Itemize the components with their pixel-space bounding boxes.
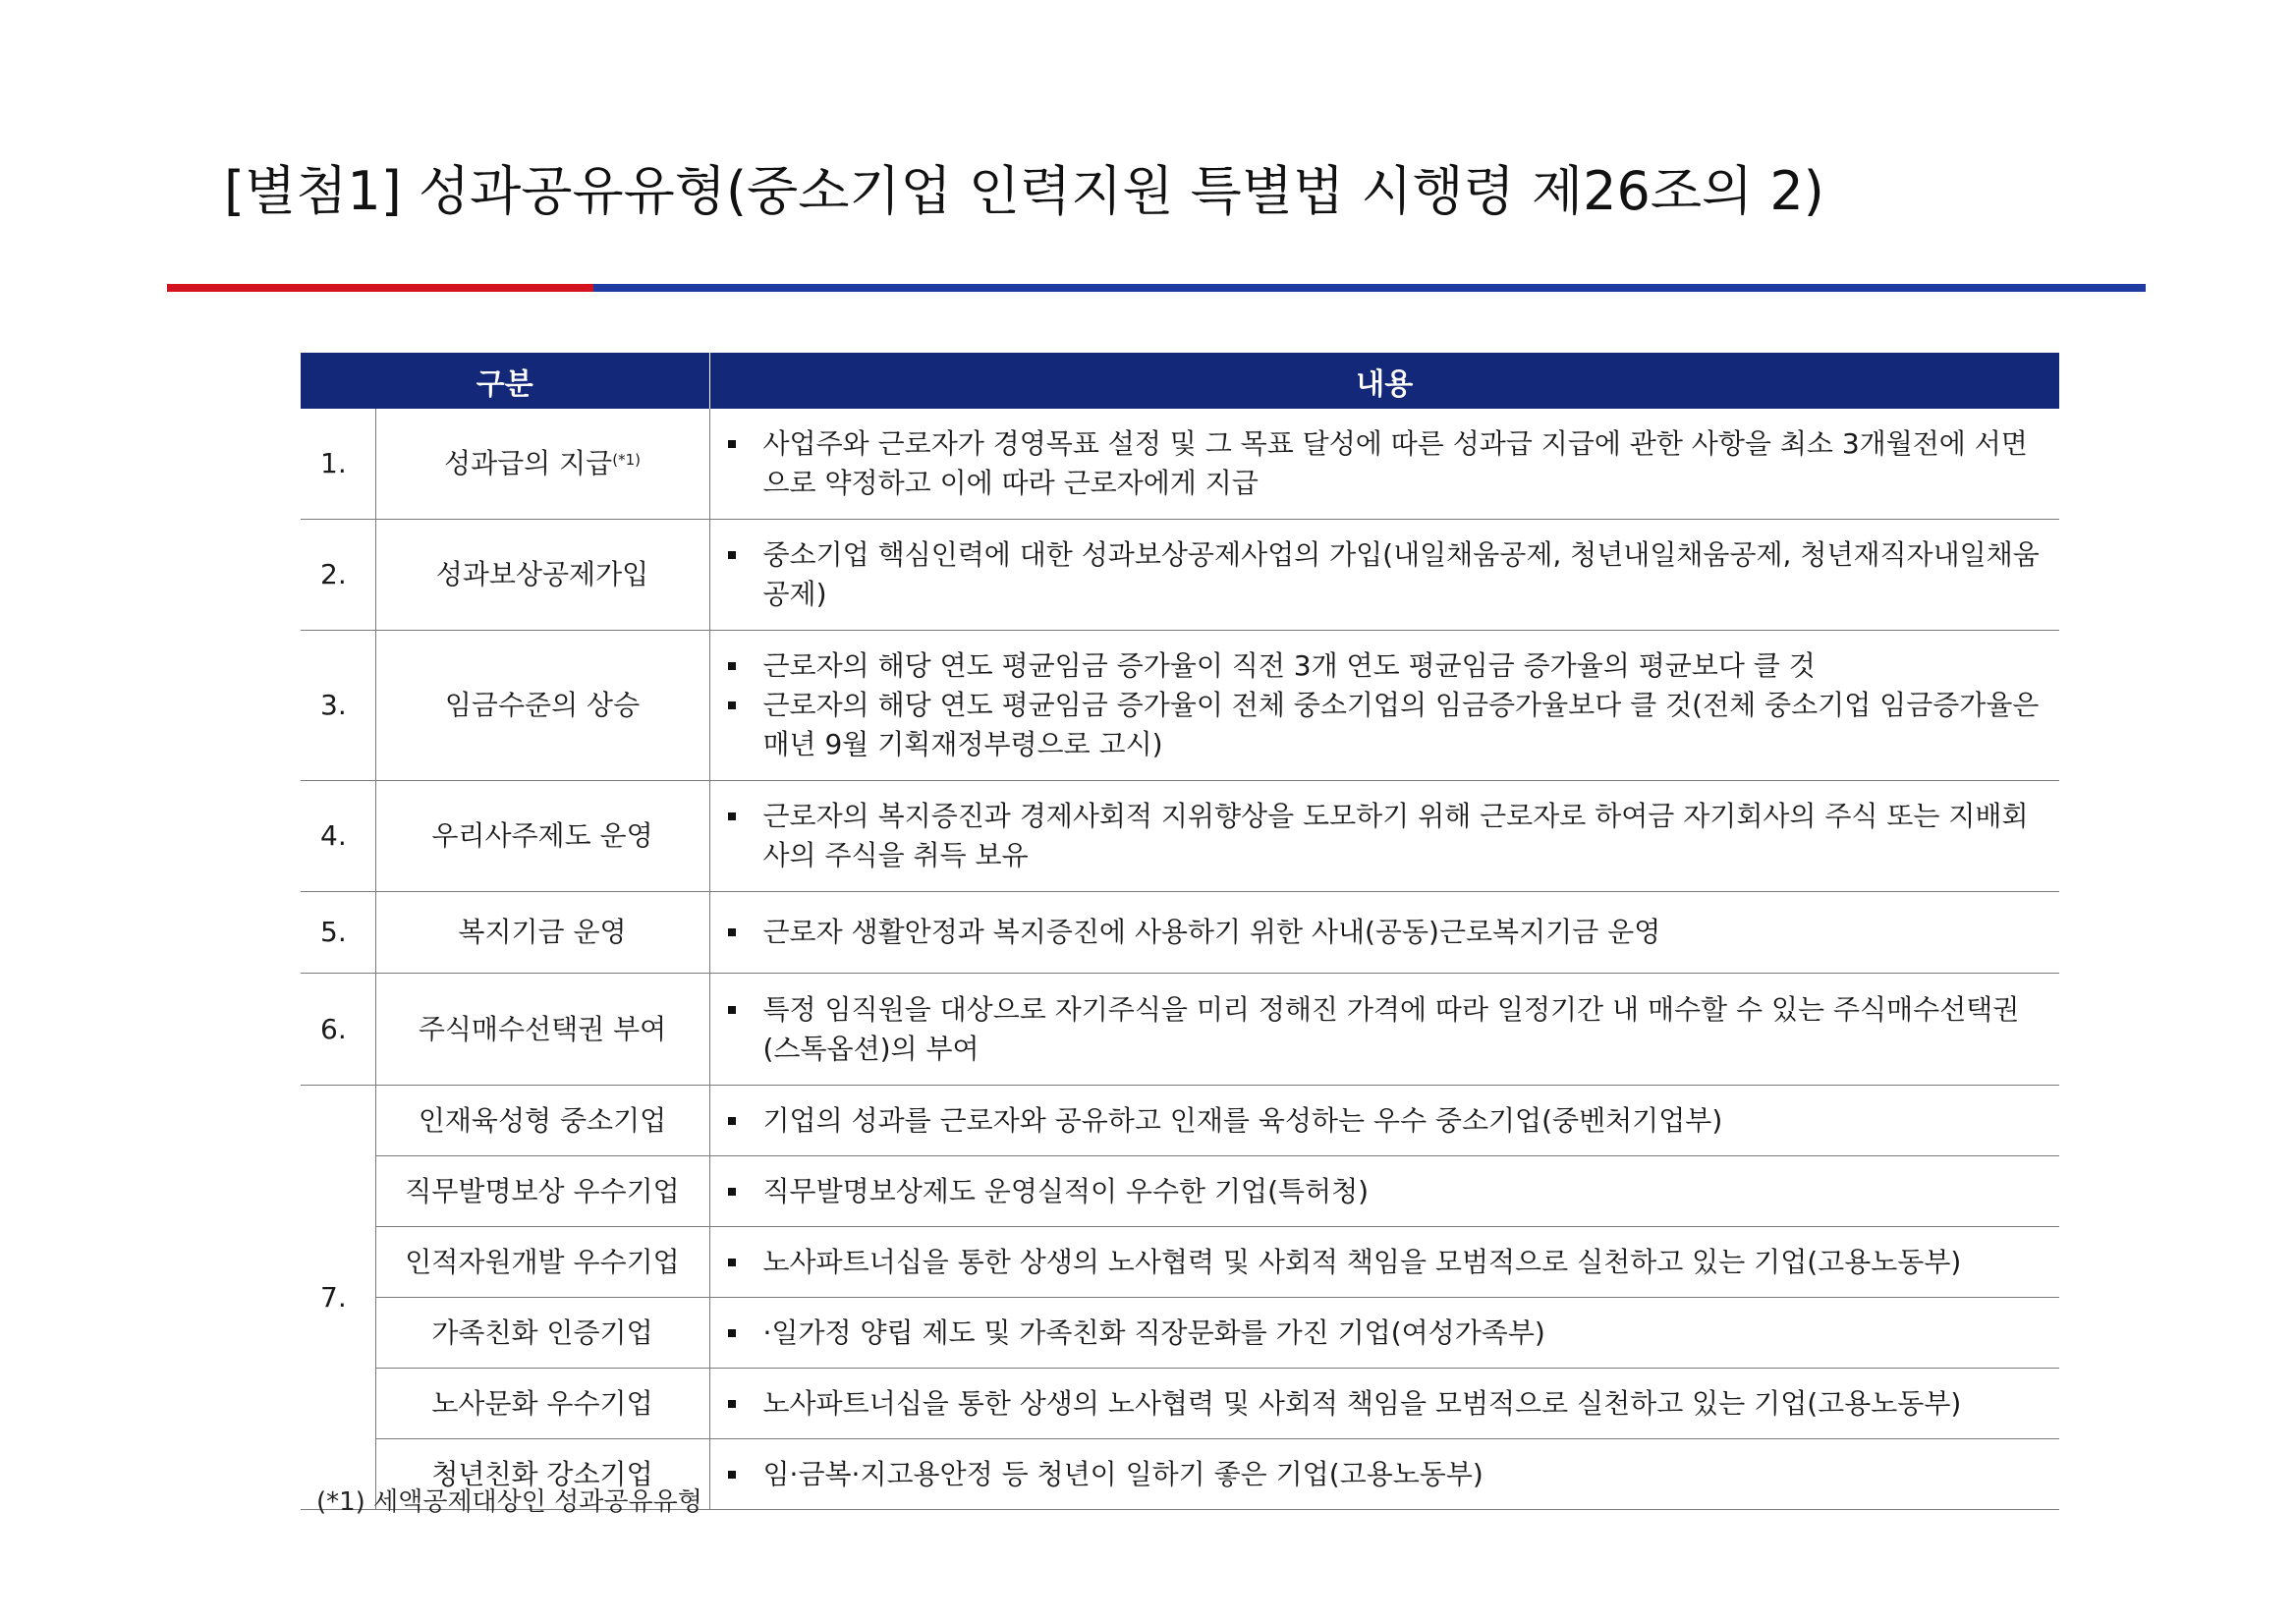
row-content bbox=[709, 631, 2059, 781]
title-rule-blue bbox=[593, 284, 2146, 292]
header-category: 구분 bbox=[301, 353, 709, 409]
row-content bbox=[709, 1298, 2059, 1369]
row-content bbox=[709, 974, 2059, 1086]
row-category: 주식매수선택권 부여 bbox=[375, 974, 709, 1086]
row-content bbox=[709, 1369, 2059, 1439]
row-category: 우리사주제도 운영 bbox=[375, 781, 709, 892]
row-category bbox=[375, 409, 709, 520]
bullet-item: 근로자의 해당 연도 평균임금 증가율이 전체 중소기업의 임금증가율보다 클 것(전체 중소기업 임금증가율은 매년 9월 기획재정부령으로 고시) bbox=[724, 686, 2041, 764]
table-header-row bbox=[301, 353, 2059, 409]
bullet-item: 기업의 성과를 근로자와 공유하고 인재를 육성하는 우수 중소기업(중벤처기업부) bbox=[724, 1101, 2041, 1141]
row-category-label: 성과급의 지급 bbox=[444, 447, 613, 479]
bullet-item: ·일가정 양립 제도 및 가족친화 직장문화를 가진 기업(여성가족부) bbox=[724, 1314, 2041, 1353]
table-row bbox=[301, 1156, 2059, 1227]
row-content bbox=[709, 1439, 2059, 1510]
row-category: 복지기금 운영 bbox=[375, 892, 709, 974]
row-number: 5. bbox=[301, 892, 375, 974]
row-number: 3. bbox=[301, 631, 375, 781]
row-category: 인적자원개발 우수기업 bbox=[375, 1227, 709, 1298]
row-content bbox=[709, 409, 2059, 520]
row-category: 인재육성형 중소기업 bbox=[375, 1086, 709, 1156]
bullet-item: 근로자 생활안정과 복지증진에 사용하기 위한 사내(공동)근로복지기금 운영 bbox=[724, 913, 2041, 952]
row-content bbox=[709, 1227, 2059, 1298]
row-category: 임금수준의 상승 bbox=[375, 631, 709, 781]
bullet-item: 임·금복·지고용안정 등 청년이 일하기 좋은 기업(고용노동부) bbox=[724, 1455, 2041, 1494]
page-title: [별첨1] 성과공유유형(중소기업 인력지원 특별법 시행령 제26조의 2) bbox=[224, 160, 1824, 222]
bullet-item: 노사파트너십을 통한 상생의 노사협력 및 사회적 책임을 모범적으로 실천하고 있는 기업(고용노동부) bbox=[724, 1384, 2041, 1424]
row-category: 노사문화 우수기업 bbox=[375, 1369, 709, 1439]
bullet-item: 사업주와 근로자가 경영목표 설정 및 그 목표 달성에 따른 성과급 지급에 관한 사항을 최소 3개월전에 서면으로 약정하고 이에 따라 근로자에게 지급 bbox=[724, 424, 2041, 503]
bullet-item: 근로자의 복지증진과 경제사회적 지위향상을 도모하기 위해 근로자로 하여금 자기회사의 주식 또는 지배회사의 주식을 취득 보유 bbox=[724, 797, 2041, 875]
row-content bbox=[709, 892, 2059, 974]
table-row bbox=[301, 520, 2059, 631]
table-row bbox=[301, 409, 2059, 520]
bullet-item: 노사파트너십을 통한 상생의 노사협력 및 사회적 책임을 모범적으로 실천하고 있는 기업(고용노동부) bbox=[724, 1243, 2041, 1282]
table-row bbox=[301, 1369, 2059, 1439]
bullet-item: 특정 임직원을 대상으로 자기주식을 미리 정해진 가격에 따라 일정기간 내 매수할 수 있는 주식매수선택권(스톡옵션)의 부여 bbox=[724, 990, 2041, 1069]
row-category: 청년친화 강소기업 bbox=[375, 1439, 709, 1510]
table-row bbox=[301, 631, 2059, 781]
row-number: 2. bbox=[301, 520, 375, 631]
bullet-item: 직무발명보상제도 운영실적이 우수한 기업(특허청) bbox=[724, 1172, 2041, 1211]
row-content bbox=[709, 1086, 2059, 1156]
table-row bbox=[301, 892, 2059, 974]
performance-sharing-table bbox=[301, 353, 2059, 1510]
row-category: 가족친화 인증기업 bbox=[375, 1298, 709, 1369]
bullet-item: 중소기업 핵심인력에 대한 성과보상공제사업의 가입(내일채움공제, 청년내일채움공제, 청년재직자내일채움공제) bbox=[724, 535, 2041, 614]
table-row bbox=[301, 974, 2059, 1086]
title-rule-red bbox=[167, 284, 593, 292]
row-category: 직무발명보상 우수기업 bbox=[375, 1156, 709, 1227]
row-content bbox=[709, 520, 2059, 631]
row-number: 1. bbox=[301, 409, 375, 520]
table-row bbox=[301, 1227, 2059, 1298]
row-category: 성과보상공제가입 bbox=[375, 520, 709, 631]
row-number: 6. bbox=[301, 974, 375, 1086]
footnote: (*1) 세액공제대상인 성과공유유형 bbox=[316, 1487, 702, 1517]
bullet-item: 근로자의 해당 연도 평균임금 증가율이 직전 3개 연도 평균임금 증가율의 평균보다 클 것 bbox=[724, 646, 2041, 686]
row-number: 7. bbox=[301, 1086, 375, 1510]
table-row bbox=[301, 1086, 2059, 1156]
footnote-marker: (*1) bbox=[612, 451, 641, 469]
header-content: 내용 bbox=[709, 353, 2059, 409]
table-row bbox=[301, 1298, 2059, 1369]
row-content bbox=[709, 781, 2059, 892]
row-number: 4. bbox=[301, 781, 375, 892]
table-row bbox=[301, 781, 2059, 892]
row-content bbox=[709, 1156, 2059, 1227]
